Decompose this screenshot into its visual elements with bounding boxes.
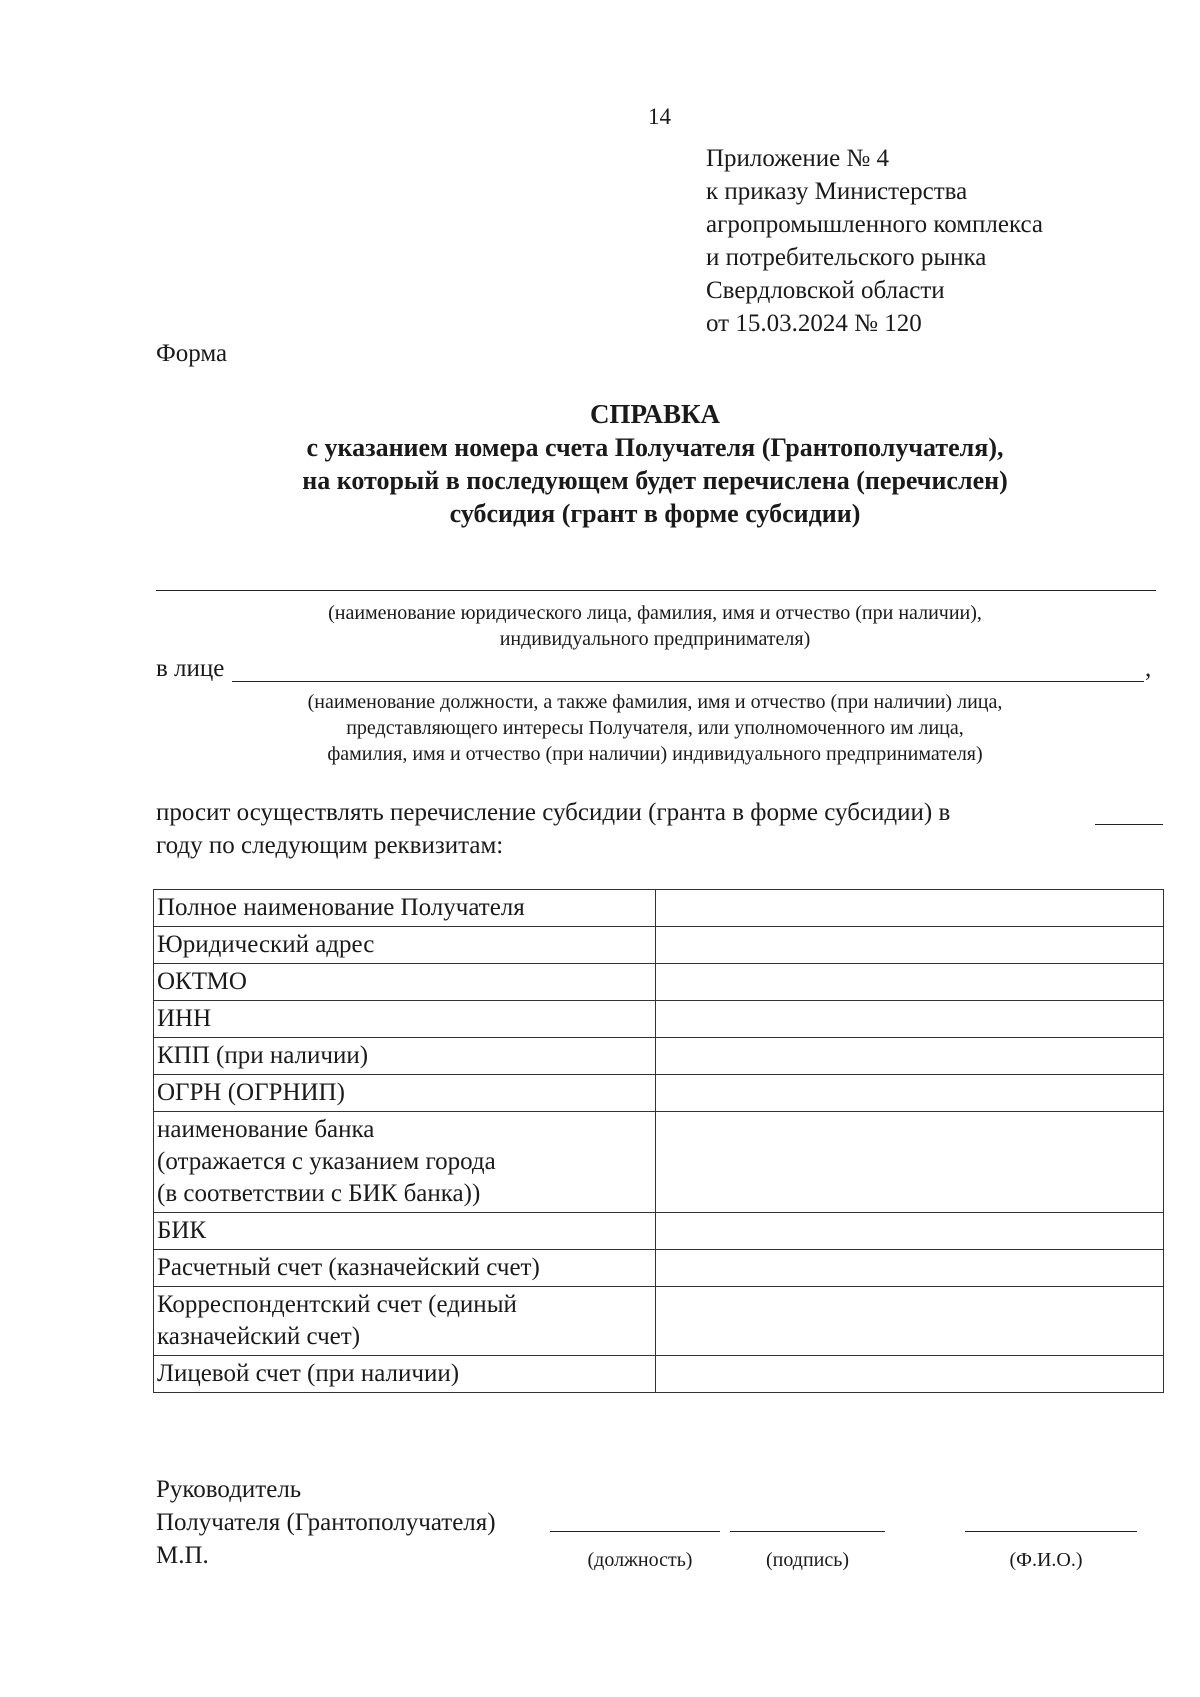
requisite-label: Лицевой счет (при наличии) bbox=[154, 1356, 656, 1393]
requisite-value-field[interactable] bbox=[656, 1112, 1164, 1213]
represented-by-prefix: в лице bbox=[156, 655, 225, 682]
table-row bbox=[154, 1287, 1164, 1356]
caption-line: индивидуального предпринимателя) bbox=[499, 628, 811, 650]
requisite-value-field[interactable] bbox=[656, 1250, 1164, 1287]
document-title bbox=[150, 398, 1160, 530]
page-number: 14 bbox=[648, 104, 671, 129]
title-main: СПРАВКА bbox=[589, 399, 721, 429]
title-line: субсидия (грант в форме субсидии) bbox=[449, 499, 861, 528]
requisite-value-field[interactable] bbox=[656, 927, 1164, 964]
requisite-value-field[interactable] bbox=[656, 890, 1164, 927]
appendix-header bbox=[706, 142, 1043, 340]
requisite-value-field[interactable] bbox=[656, 1075, 1164, 1112]
year-blank-line[interactable] bbox=[1095, 824, 1163, 825]
represented-by-suffix: , bbox=[1145, 655, 1152, 682]
requisite-value-field[interactable] bbox=[656, 1213, 1164, 1250]
requisite-label: Полное наименование Получателя bbox=[154, 890, 656, 927]
requisite-label: ОГРН (ОГРНИП) bbox=[154, 1075, 656, 1112]
request-line: просит осуществлять перечисление субсидии (гранта в форме субсидии) в bbox=[156, 799, 951, 826]
appendix-line: к приказу Министерства bbox=[706, 178, 968, 205]
caption-line: фамилия, имя и отчество (при наличии) индивидуального предпринимателя) bbox=[327, 743, 983, 765]
requisites-table bbox=[153, 889, 1164, 1393]
full-name-line[interactable] bbox=[965, 1531, 1137, 1532]
signature-caption: (подпись) bbox=[765, 1549, 850, 1571]
requisite-label: Корреспондентский счет (единый казначейский счет) bbox=[154, 1287, 656, 1356]
org-caption bbox=[150, 600, 1160, 652]
position-caption: (должность) bbox=[587, 1549, 693, 1571]
signature-head-label: Руководитель bbox=[156, 1476, 302, 1503]
requisite-value-field[interactable] bbox=[656, 964, 1164, 1001]
appendix-line: Свердловской области bbox=[706, 277, 945, 304]
title-line: на который в последующем будет перечислена (перечислен) bbox=[302, 466, 1008, 495]
caption-line: (наименование должности, а также фамилия, имя и отчество (при наличии) лица, bbox=[307, 691, 1003, 713]
title-line: с указанием номера счета Получателя (Грантополучателя), bbox=[306, 433, 1004, 462]
requisite-label: наименование банка (отражается с указанием города (в соответствии с БИК банка)) bbox=[154, 1112, 656, 1213]
org-name-line[interactable] bbox=[156, 590, 1156, 591]
signature-recipient-label: Получателя (Грантополучателя) bbox=[156, 1509, 496, 1536]
table-row bbox=[154, 890, 1164, 927]
representative-line[interactable] bbox=[232, 681, 1144, 682]
requisite-label: Расчетный счет (казначейский счет) bbox=[154, 1250, 656, 1287]
table-row bbox=[154, 964, 1164, 1001]
requisite-label: Юридический адрес bbox=[154, 927, 656, 964]
requisite-value-field[interactable] bbox=[656, 1001, 1164, 1038]
requisite-value-field[interactable] bbox=[656, 1038, 1164, 1075]
requisite-value-field[interactable] bbox=[656, 1356, 1164, 1393]
position-line[interactable] bbox=[550, 1531, 720, 1532]
appendix-line: Приложение № 4 bbox=[706, 145, 890, 172]
requisite-label: БИК bbox=[154, 1213, 656, 1250]
appendix-line: от 15.03.2024 № 120 bbox=[706, 310, 922, 337]
requisite-label: КПП (при наличии) bbox=[154, 1038, 656, 1075]
representative-caption bbox=[150, 689, 1160, 767]
requisite-value-field[interactable] bbox=[656, 1287, 1164, 1356]
request-text bbox=[156, 796, 950, 862]
caption-line: представляющего интересы Получателя, или уполномоченного им лица, bbox=[346, 717, 964, 739]
signature-line[interactable] bbox=[730, 1531, 885, 1532]
requisite-label: ОКТМО bbox=[154, 964, 656, 1001]
appendix-line: агропромышленного комплекса bbox=[706, 211, 1044, 238]
full-name-caption: (Ф.И.О.) bbox=[1009, 1549, 1083, 1571]
appendix-line: и потребительского рынка bbox=[706, 244, 987, 271]
table-row bbox=[154, 1075, 1164, 1112]
table-row bbox=[154, 1356, 1164, 1393]
request-line: году по следующим реквизитам: bbox=[156, 832, 504, 859]
stamp-label: М.П. bbox=[156, 1542, 209, 1569]
table-row bbox=[154, 1001, 1164, 1038]
table-row bbox=[154, 927, 1164, 964]
table-row bbox=[154, 1112, 1164, 1213]
table-row bbox=[154, 1250, 1164, 1287]
table-row bbox=[154, 1038, 1164, 1075]
form-label: Форма bbox=[156, 340, 228, 367]
table-row bbox=[154, 1213, 1164, 1250]
requisite-label: ИНН bbox=[154, 1001, 656, 1038]
caption-line: (наименование юридического лица, фамилия, имя и отчество (при наличии), bbox=[328, 602, 982, 624]
signature-block bbox=[156, 1473, 496, 1572]
